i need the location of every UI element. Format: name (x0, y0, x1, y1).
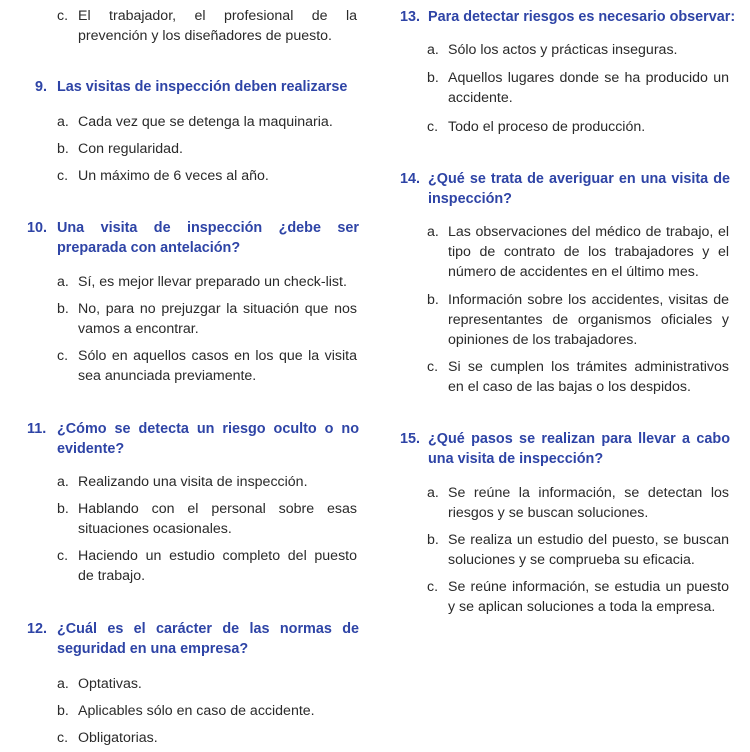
option-letter: a. (427, 485, 439, 501)
option-text: Información sobre los accidentes, visitas de representantes de organismos oficiales y opiniones de los trabajadores. (448, 292, 729, 348)
question-number: 14. (400, 171, 421, 187)
option-b[interactable] (427, 290, 729, 350)
option-b[interactable] (57, 299, 357, 339)
option-c[interactable] (427, 577, 729, 617)
option-letter: c. (427, 579, 439, 595)
option-text: Obligatorias. (78, 730, 158, 746)
option-c[interactable] (57, 728, 357, 748)
option-letter: c. (427, 359, 439, 375)
question-header (27, 619, 359, 659)
option-a[interactable] (57, 112, 357, 132)
option-c[interactable] (427, 117, 729, 137)
option-a[interactable] (57, 472, 357, 492)
option-letter: c. (427, 119, 439, 135)
option-text: Se reúne la información, se detectan los riesgos y se buscan soluciones. (448, 485, 729, 521)
question-title: Para detectar riesgos es necesario observar: (428, 9, 736, 25)
question-number: 11. (27, 421, 47, 437)
question-number: 13. (400, 9, 421, 25)
question-number: 15. (400, 431, 421, 447)
option-text: Aplicables sólo en caso de accidente. (78, 703, 315, 719)
option-text: Se realiza un estudio del puesto, se buscan soluciones y se comprueba su eficacia. (448, 532, 729, 568)
option-c[interactable] (57, 546, 357, 586)
option-text: Con regularidad. (78, 141, 183, 157)
option-letter: a. (427, 224, 439, 240)
option-b[interactable] (427, 68, 729, 108)
option-text: Sí, es mejor llevar preparado un check-list. (78, 274, 347, 290)
option-text: Realizando una visita de inspección. (78, 474, 308, 490)
option-text: Las observaciones del médico de trabajo, el tipo de contrato de los trabajadores y el número de accidentes en el último mes. (448, 224, 729, 280)
question-number: 9. (35, 79, 48, 95)
option-a[interactable] (57, 272, 357, 292)
option-letter: b. (427, 292, 439, 308)
option-letter: b. (57, 501, 69, 517)
option-letter: a. (57, 114, 69, 130)
option-text: No, para no prejuzgar la situación que nos vamos a encontrar. (78, 301, 357, 337)
option-letter: a. (57, 676, 69, 692)
question-header (27, 419, 359, 459)
option-c[interactable] (427, 357, 729, 397)
option-c[interactable] (57, 346, 357, 386)
option-letter: a. (57, 274, 69, 290)
option-letter: c. (57, 168, 69, 184)
question-number: 10. (27, 220, 48, 236)
option-letter: b. (57, 301, 69, 317)
option-text: Haciendo un estudio completo del puesto de trabajo. (78, 548, 357, 584)
option-text: Hablando con el personal sobre esas situaciones ocasionales. (78, 501, 357, 537)
option-letter: a. (57, 474, 69, 490)
option-text: Cada vez que se detenga la maquinaria. (78, 114, 333, 130)
option-b[interactable] (57, 499, 357, 539)
option-b[interactable] (57, 701, 357, 721)
option-text: El trabajador, el profesional de la prevención y los diseñadores de puesto. (78, 8, 357, 44)
question-header (400, 7, 750, 27)
option-b[interactable] (427, 530, 729, 570)
question-title: Una visita de inspección ¿debe ser preparada con antelación? (57, 220, 359, 256)
option-text: Sólo los actos y prácticas inseguras. (448, 42, 678, 58)
option-letter: a. (427, 42, 439, 58)
option-letter: c. (57, 730, 69, 746)
option-a[interactable] (427, 483, 729, 523)
option-letter: b. (57, 703, 69, 719)
option-letter: b. (57, 141, 69, 157)
question-title: ¿Cuál es el carácter de las normas de seguridad en una empresa? (57, 621, 359, 657)
option-text: Se reúne información, se estudia un puesto y se aplican soluciones a toda la empresa. (448, 579, 729, 615)
option-a[interactable] (427, 40, 729, 60)
option-letter: c. (57, 348, 69, 364)
question-number: 12. (27, 621, 48, 637)
option-letter: c. (57, 8, 69, 24)
option-text: Si se cumplen los trámites administrativos en el caso de las bajas o los despidos. (448, 359, 729, 395)
question-title: ¿Qué pasos se realizan para llevar a cabo una visita de inspección? (428, 431, 730, 467)
option-text: Un máximo de 6 veces al año. (78, 168, 269, 184)
question-title: Las visitas de inspección deben realizarse (57, 79, 348, 95)
question-header (400, 429, 730, 469)
option-text: Optativas. (78, 676, 142, 692)
option-a[interactable] (57, 674, 357, 694)
question-title: ¿Qué se trata de averiguar en una visita de inspección? (428, 171, 730, 207)
continued-option (57, 6, 357, 46)
option-a[interactable] (427, 222, 729, 282)
question-header (400, 169, 730, 209)
option-text: Todo el proceso de producción. (448, 119, 646, 135)
option-letter: c. (57, 548, 69, 564)
question-header (27, 218, 359, 258)
question-header (35, 77, 355, 97)
option-c[interactable] (57, 166, 357, 186)
option-letter: b. (427, 70, 439, 86)
option-text: Sólo en aquellos casos en los que la visita sea anunciada previamente. (78, 348, 357, 384)
option-text: Aquellos lugares donde se ha producido un accidente. (448, 70, 729, 106)
option-b[interactable] (57, 139, 357, 159)
option-letter: b. (427, 532, 439, 548)
question-title: ¿Cómo se detecta un riesgo oculto o no evidente? (57, 421, 359, 457)
